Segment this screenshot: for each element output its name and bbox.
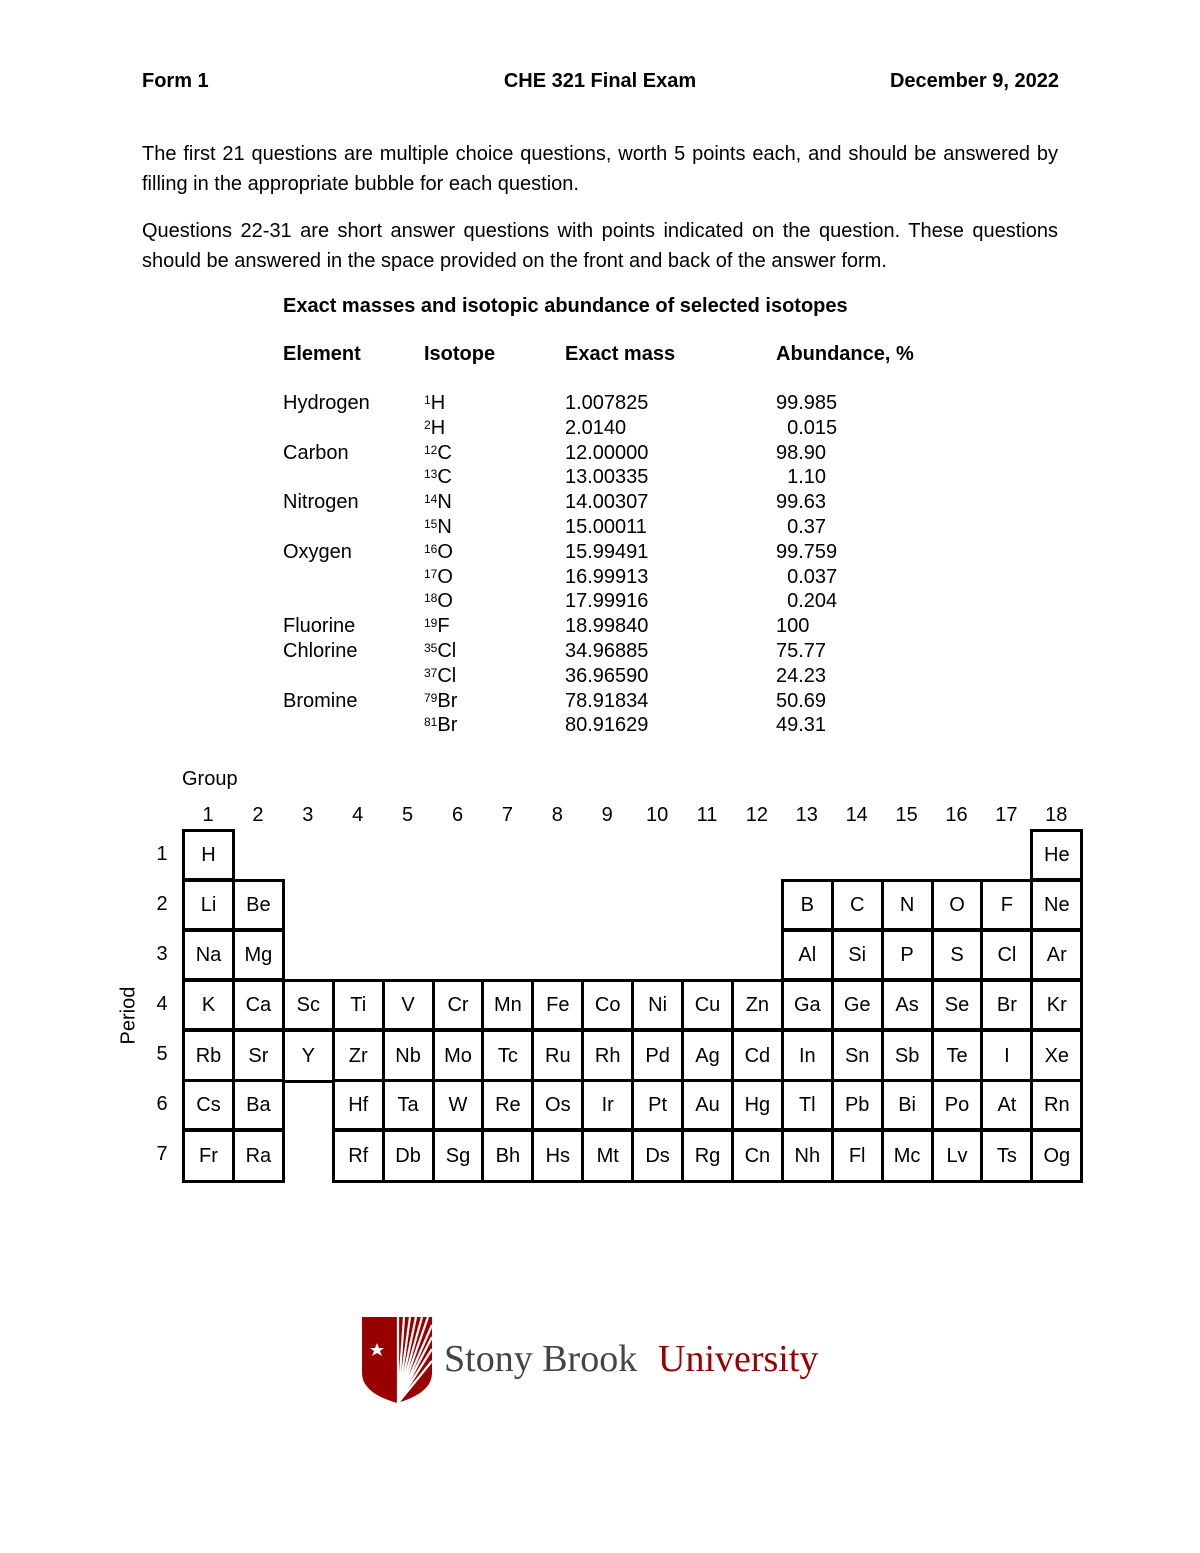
isotope-symbol: [424, 664, 456, 689]
isotope-mass-number: 17: [424, 566, 438, 581]
period-number: 4: [156, 993, 168, 1015]
element-cell: Ra: [232, 1129, 285, 1183]
element-cell: Sn: [831, 1029, 884, 1083]
isotope-symbol: [424, 416, 445, 441]
col-header-element: Element: [283, 343, 361, 365]
element-cell: Zn: [731, 979, 784, 1031]
col-header-abundance: Abundance, %: [776, 343, 914, 365]
isotope-element-symbol: O: [437, 565, 453, 588]
isotope-element: Oxygen: [283, 540, 352, 563]
group-number: 15: [895, 804, 918, 826]
element-cell: Ne: [1030, 879, 1083, 931]
group-number: 17: [995, 804, 1018, 826]
isotope-symbol: [424, 490, 452, 515]
isotope-symbol: [424, 565, 453, 590]
isotope-mass-number: 15: [424, 517, 438, 531]
element-cell: Zr: [332, 1029, 385, 1083]
isotope-abundance: 75.77: [776, 640, 827, 662]
element-cell: Nh: [781, 1129, 834, 1183]
isotope-element-symbol: Cl: [437, 640, 457, 662]
element-cell: I: [980, 1029, 1033, 1083]
element-cell: Bh: [481, 1129, 534, 1183]
isotope-element-symbol: C: [437, 441, 452, 464]
isotope-mass-number: 37: [424, 665, 438, 680]
element-cell: Co: [581, 979, 634, 1031]
element-cell: Fl: [831, 1129, 884, 1183]
element-cell: Si: [831, 929, 884, 981]
isotope-symbol: [424, 589, 453, 614]
isotope-abundance: 1.10: [776, 466, 827, 489]
element-cell: Db: [382, 1129, 435, 1183]
element-cell: Hs: [531, 1129, 584, 1183]
isotope-exact-mass: 18.99840: [565, 615, 649, 638]
element-cell: Ru: [531, 1029, 584, 1083]
isotope-symbol: [424, 391, 445, 416]
isotope-symbol: [424, 689, 457, 714]
logo-text-primary: Stony Brook: [444, 1338, 638, 1380]
element-cell: Ca: [232, 979, 285, 1031]
element-cell: As: [881, 979, 934, 1031]
instructions-short-answer: Questions 22-31 are short answer questions with points indicated on the question. These questions should be answered in the space provided on the front and back of the answer form.: [142, 220, 1058, 272]
period-number: 1: [156, 843, 168, 865]
isotope-element-symbol: Br: [437, 689, 458, 712]
element-cell: Al: [781, 929, 834, 981]
group-number: 3: [302, 804, 314, 826]
element-cell: Y: [282, 1029, 335, 1083]
instructions-mc: The first 21 questions are multiple choice questions, worth 5 points each, and should be answered by filling in the appropriate bubble for each question.: [142, 143, 1058, 195]
element-cell: O: [931, 879, 984, 931]
isotope-exact-mass: 78.91834: [565, 689, 649, 712]
isotope-mass-number: 18: [424, 591, 438, 606]
element-cell: Tl: [781, 1079, 834, 1131]
period-number: 3: [156, 943, 168, 965]
element-cell: Xe: [1030, 1029, 1083, 1083]
element-cell: Mt: [581, 1129, 634, 1183]
isotope-symbol: [424, 713, 457, 738]
group-number: 4: [352, 804, 364, 826]
isotope-mass-number: 1: [424, 393, 431, 407]
isotope-element-symbol: C: [437, 466, 452, 489]
element-cell: Na: [182, 929, 235, 981]
exam-date: December 9, 2022: [889, 70, 1059, 92]
isotope-element-symbol: F: [437, 615, 450, 638]
isotope-element-symbol: Cl: [437, 664, 457, 687]
element-cell: V: [382, 979, 435, 1031]
group-number: 14: [845, 804, 868, 826]
isotope-element-symbol: O: [437, 540, 453, 563]
element-cell: P: [881, 929, 934, 981]
isotope-symbol: [424, 639, 456, 664]
logo-text-secondary: University: [658, 1338, 819, 1380]
period-number: 2: [156, 893, 168, 915]
group-number: 2: [252, 804, 264, 826]
isotope-abundance: 24.23: [776, 664, 827, 687]
element-cell: Pb: [831, 1079, 884, 1131]
element-cell: Tc: [481, 1029, 534, 1083]
group-number: 9: [601, 804, 613, 826]
element-cell: Po: [931, 1079, 984, 1131]
group-label: Group: [182, 768, 238, 790]
isotope-symbol: [424, 465, 452, 490]
element-cell: Cr: [432, 979, 485, 1031]
element-cell: Og: [1030, 1129, 1083, 1183]
isotope-exact-mass: 15.00011: [565, 516, 647, 538]
element-cell: B: [781, 879, 834, 931]
isotope-abundance: 100: [776, 615, 810, 638]
isotope-symbol: [424, 515, 452, 540]
isotope-exact-mass: 15.99491: [565, 540, 649, 563]
element-cell: Fe: [531, 979, 584, 1031]
isotope-exact-mass: 1.007825: [565, 392, 649, 414]
isotope-mass-number: 35: [424, 641, 438, 655]
group-number: 11: [696, 804, 718, 826]
isotope-abundance: 0.204: [776, 590, 838, 613]
exam-title: CHE 321 Final Exam: [503, 70, 697, 92]
element-cell: Rg: [681, 1129, 734, 1183]
element-cell: Rf: [332, 1129, 385, 1183]
element-cell: Ag: [681, 1029, 734, 1083]
isotope-element-symbol: H: [430, 392, 446, 414]
element-cell: Ba: [232, 1079, 285, 1131]
isotope-exact-mass: 14.00307: [565, 491, 649, 514]
element-cell: Ta: [382, 1079, 435, 1131]
isotope-element-symbol: N: [437, 516, 452, 538]
element-cell: H: [182, 829, 235, 881]
period-number: 6: [156, 1093, 168, 1115]
element-cell: K: [182, 979, 235, 1031]
element-cell: C: [831, 879, 884, 931]
isotope-element: Carbon: [283, 441, 349, 464]
element-cell: Br: [980, 979, 1033, 1031]
isotope-mass-number: 12: [424, 442, 438, 457]
element-cell: Os: [531, 1079, 584, 1131]
isotope-element-symbol: O: [437, 590, 453, 613]
isotope-element-symbol: N: [437, 491, 452, 514]
col-header-isotope: Isotope: [424, 343, 496, 365]
isotope-mass-number: 16: [424, 541, 438, 556]
element-cell: Mc: [881, 1129, 934, 1183]
isotope-abundance: 50.69: [776, 689, 827, 712]
element-cell: Ge: [831, 979, 884, 1031]
isotope-mass-number: 79: [424, 690, 438, 705]
element-cell: Te: [931, 1029, 984, 1083]
isotope-abundance: 99.759: [776, 540, 838, 563]
element-cell: Hg: [731, 1079, 784, 1131]
stony-brook-logo: [360, 1315, 850, 1405]
shield-icon: [360, 1315, 850, 1405]
element-cell: At: [980, 1079, 1033, 1131]
isotope-exact-mass: 16.99913: [565, 565, 649, 588]
element-cell: Ga: [781, 979, 834, 1031]
isotope-element: Fluorine: [283, 615, 356, 638]
isotope-mass-number: 13: [424, 467, 438, 482]
element-cell: Hf: [332, 1079, 385, 1131]
isotope-abundance: 98.90: [776, 441, 827, 464]
group-number: 16: [945, 804, 968, 826]
isotope-table-title: Exact masses and isotopic abundance of selected isotopes: [283, 295, 848, 317]
element-cell: Kr: [1030, 979, 1083, 1031]
group-number: 5: [402, 804, 414, 826]
isotope-abundance: 49.31: [776, 714, 827, 737]
element-cell: Cs: [182, 1079, 235, 1131]
isotope-abundance: 0.037: [776, 565, 838, 588]
isotope-mass-number: 14: [424, 492, 438, 507]
element-cell: Ts: [980, 1129, 1033, 1183]
group-number: 18: [1045, 804, 1068, 826]
isotope-exact-mass: 12.00000: [565, 441, 649, 464]
element-cell: Ar: [1030, 929, 1083, 981]
element-cell: Au: [681, 1079, 734, 1131]
element-cell: Ti: [332, 979, 385, 1031]
isotope-abundance: 99.63: [776, 491, 827, 514]
isotope-exact-mass: 2.0140: [565, 416, 627, 439]
isotope-element: Hydrogen: [283, 392, 370, 414]
element-cell: Mo: [432, 1029, 485, 1083]
group-number: 12: [745, 804, 769, 826]
element-cell: F: [980, 879, 1033, 931]
element-cell: Pd: [631, 1029, 684, 1083]
element-cell: Rb: [182, 1029, 235, 1083]
isotope-exact-mass: 80.91629: [565, 714, 649, 737]
isotope-element-symbol: H: [430, 416, 446, 439]
group-number: 10: [645, 804, 669, 826]
period-label: Period: [117, 986, 140, 1045]
element-cell: Ds: [631, 1129, 684, 1183]
period-number: 5: [156, 1043, 168, 1065]
element-cell: S: [931, 929, 984, 981]
element-cell: Cn: [731, 1129, 784, 1183]
element-cell: Mg: [232, 929, 285, 981]
element-cell: N: [881, 879, 934, 931]
group-number: 1: [202, 804, 214, 826]
group-number: 7: [501, 804, 513, 826]
element-cell: Rn: [1030, 1079, 1083, 1131]
isotope-element: Bromine: [283, 689, 358, 712]
period-number: 7: [156, 1143, 168, 1165]
element-cell: Nb: [382, 1029, 435, 1083]
element-cell: Re: [481, 1079, 534, 1131]
isotope-element: Nitrogen: [283, 491, 359, 514]
group-number: 8: [551, 804, 563, 826]
element-cell: Cd: [731, 1029, 784, 1083]
element-cell: He: [1030, 829, 1083, 881]
element-cell: Fr: [182, 1129, 235, 1183]
element-cell: Be: [232, 879, 285, 931]
element-cell: Mn: [481, 979, 534, 1031]
group-number: 13: [795, 804, 818, 826]
element-cell: Sc: [282, 979, 335, 1031]
isotope-symbol: [424, 540, 453, 565]
element-cell: Bi: [881, 1079, 934, 1131]
element-cell: Cu: [681, 979, 734, 1031]
isotope-exact-mass: 34.96885: [565, 640, 649, 662]
element-cell: Rh: [581, 1029, 634, 1083]
isotope-mass-number: 81: [424, 715, 438, 730]
element-cell: Se: [931, 979, 984, 1031]
isotope-exact-mass: 13.00335: [565, 466, 649, 489]
isotope-mass-number: 19: [424, 616, 438, 631]
isotope-abundance: 0.37: [776, 516, 827, 538]
col-header-exact-mass: Exact mass: [565, 343, 676, 365]
form-label: Form 1: [142, 70, 209, 92]
element-cell: Lv: [931, 1129, 984, 1183]
isotope-mass-number: 2: [424, 417, 431, 432]
isotope-element-symbol: Br: [437, 714, 458, 737]
element-cell: W: [432, 1079, 485, 1131]
isotope-element: Chlorine: [283, 640, 358, 662]
element-cell: In: [781, 1029, 834, 1083]
isotope-abundance: 0.015: [776, 416, 838, 439]
element-cell: Ir: [581, 1079, 634, 1131]
element-cell: Sg: [432, 1129, 485, 1183]
element-cell: Sb: [881, 1029, 934, 1083]
element-cell: Cl: [980, 929, 1033, 981]
element-cell: Pt: [631, 1079, 684, 1131]
element-cell: Sr: [232, 1029, 285, 1083]
isotope-abundance: 99.985: [776, 392, 838, 414]
isotope-symbol: [424, 614, 450, 639]
group-number: 6: [451, 804, 464, 826]
isotope-symbol: [424, 441, 452, 466]
element-cell: Ni: [631, 979, 684, 1031]
isotope-exact-mass: 17.99916: [565, 590, 649, 613]
isotope-exact-mass: 36.96590: [565, 664, 649, 687]
element-cell: Li: [182, 879, 235, 931]
